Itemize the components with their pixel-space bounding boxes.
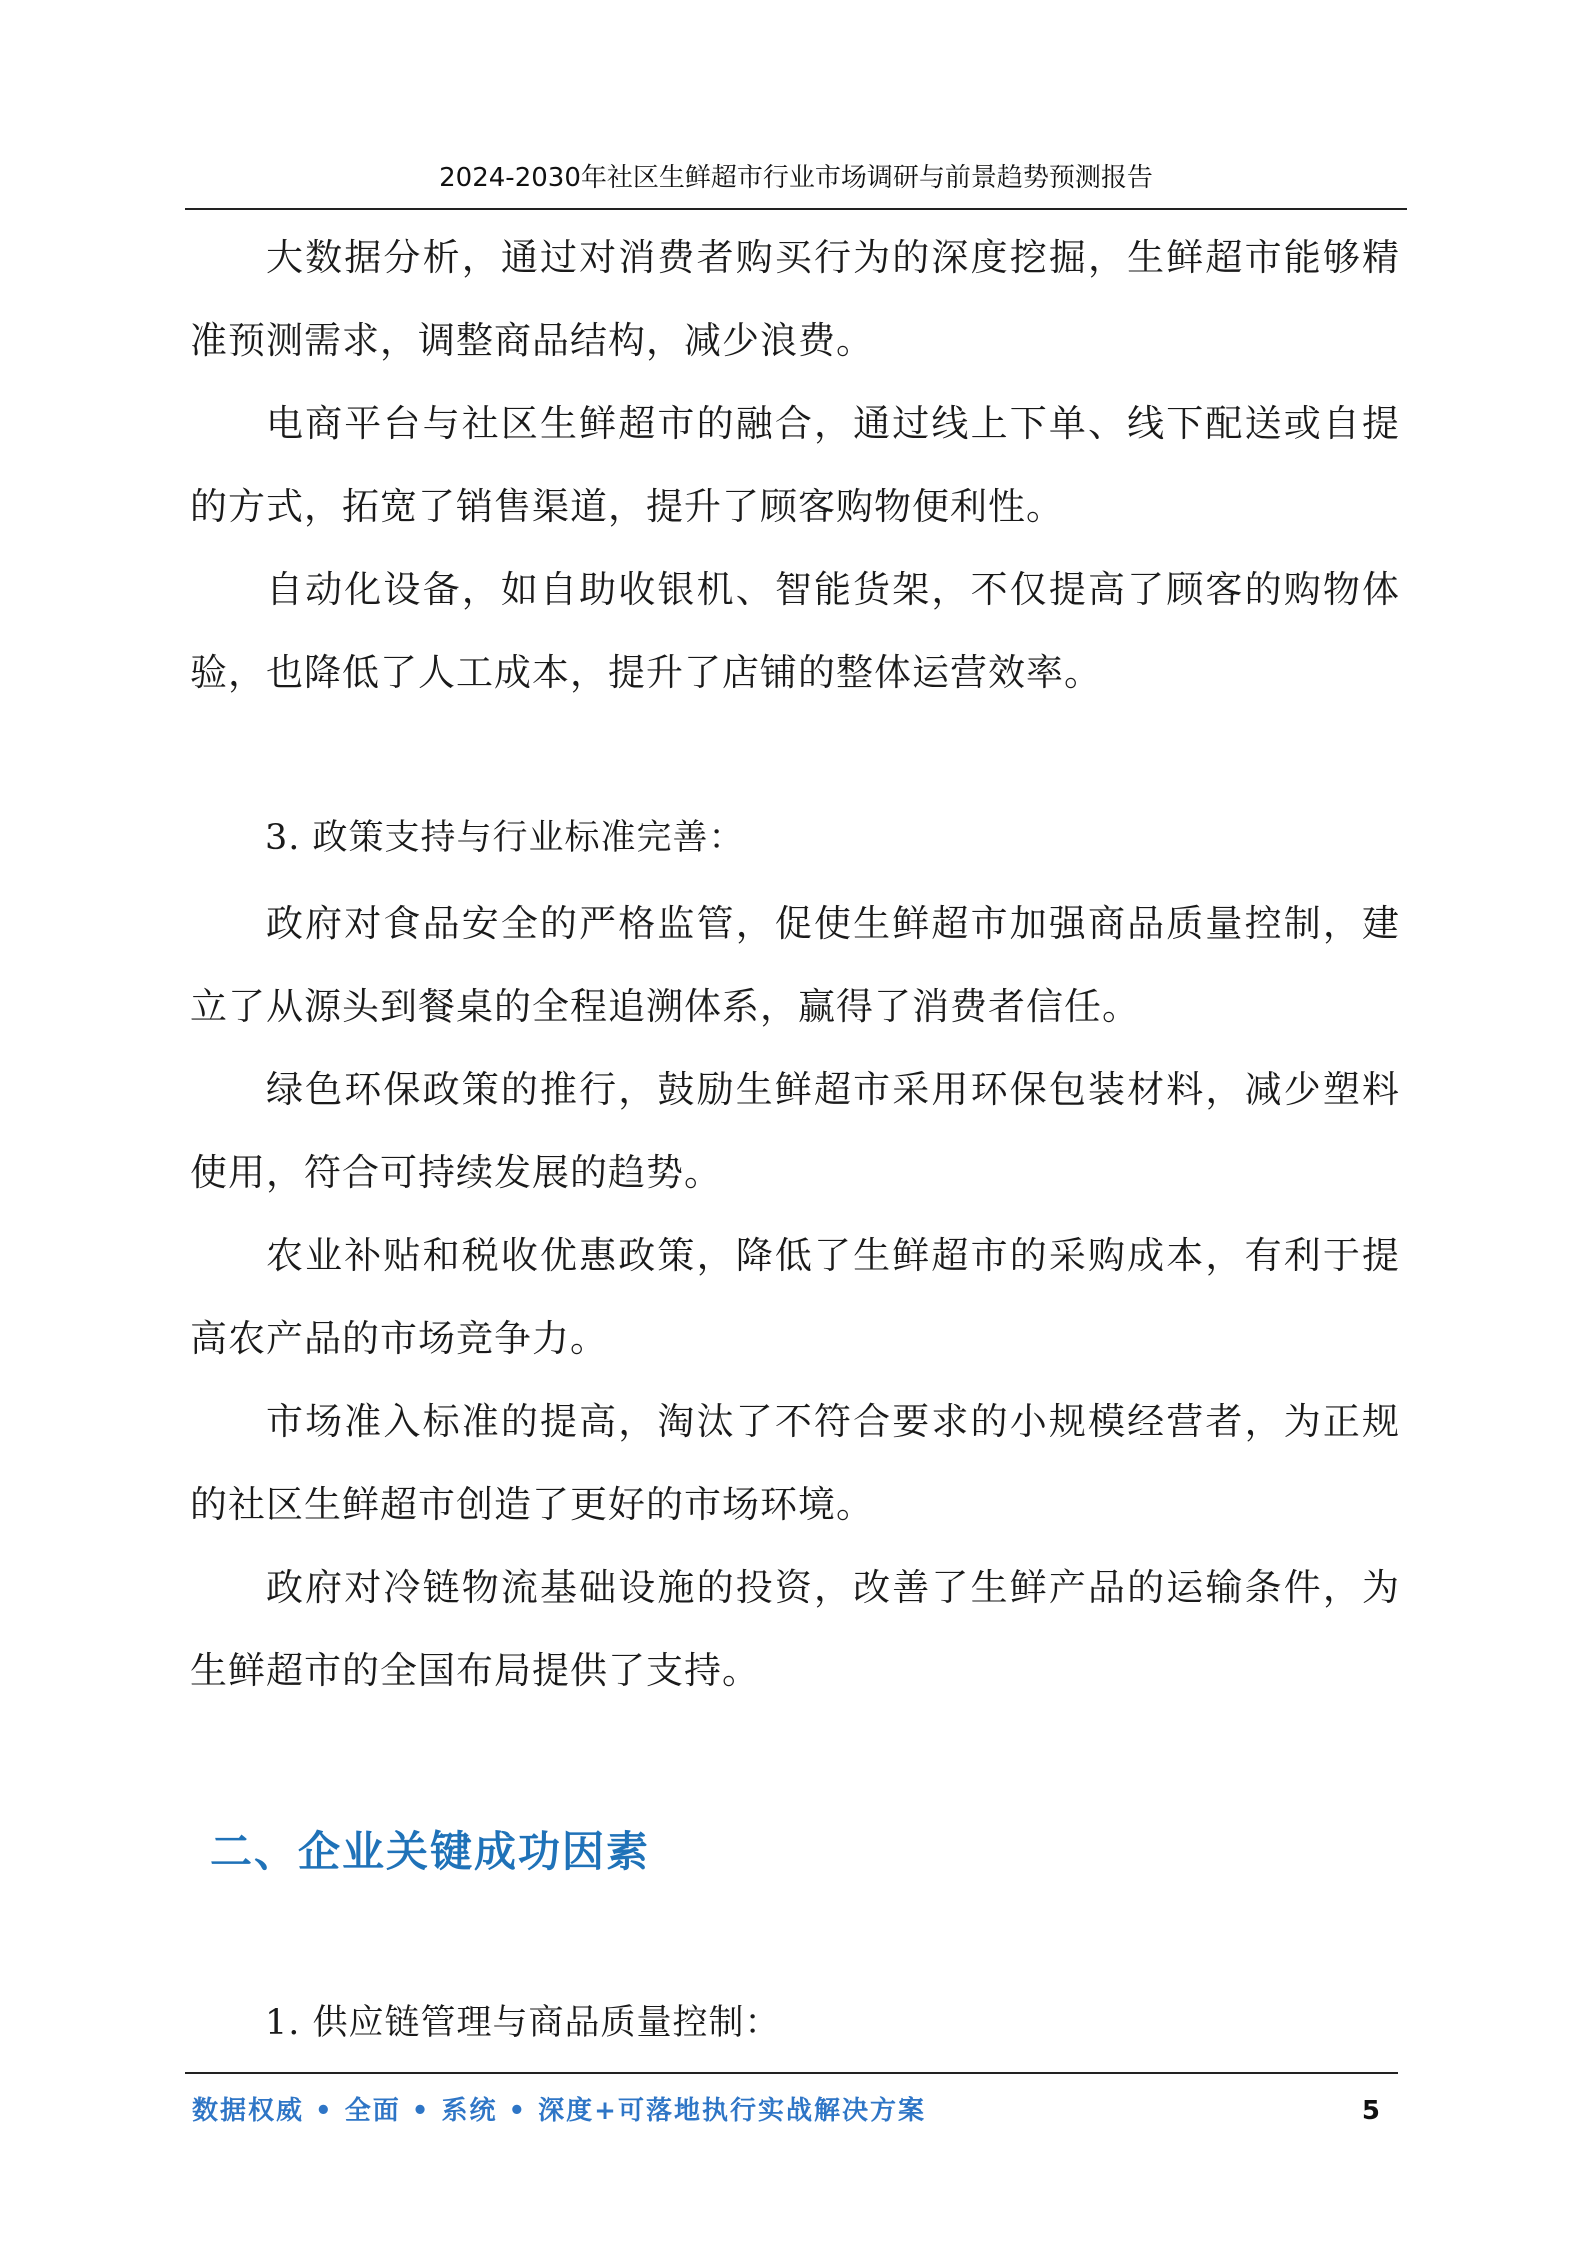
paragraph-food-safety: 政府对食品安全的严格监管，促使生鲜超市加强商品质量控制，建立了从源头到餐桌的全程追溯体系，赢得了消费者信任。: [190, 902, 1400, 1028]
paragraph-ecommerce: 电商平台与社区生鲜超市的融合，通过线上下单、线下配送或自提的方式，拓宽了销售渠道，提升了顾客购物便利性。: [190, 402, 1400, 528]
paragraph-market-access: 市场准入标准的提高，淘汰了不符合要求的小规模经营者，为正规的社区生鲜超市创造了更好的市场环境。: [190, 1400, 1400, 1526]
paragraph-cold-chain: 政府对冷链物流基础设施的投资，改善了生鲜产品的运输条件，为生鲜超市的全国布局提供了支持。: [190, 1566, 1400, 1692]
tech-paragraphs: [190, 216, 1400, 714]
footer-slogan: 数据权威 • 全面 • 系统 • 深度+可落地执行实战解决方案: [192, 2096, 926, 2126]
page-number: 5: [1361, 2096, 1380, 2126]
section-heading-success-factors: 二、企业关键成功因素: [210, 1827, 651, 1876]
subheading-policy-support: 3. 政策支持与行业标准完善：: [265, 818, 745, 858]
header-divider: [185, 208, 1407, 210]
report-header-title: 2024-2030年社区生鲜超市行业市场调研与前景趋势预测报告: [439, 163, 1153, 193]
paragraph-green-policy: 绿色环保政策的推行，鼓励生鲜超市采用环保包装材料，减少塑料使用，符合可持续发展的趋势。: [190, 1068, 1400, 1194]
policy-paragraphs: [190, 882, 1400, 1712]
paragraph-automation: 自动化设备，如自助收银机、智能货架，不仅提高了顾客的购物体验，也降低了人工成本，提升了店铺的整体运营效率。: [190, 568, 1400, 694]
footer-divider: [185, 2072, 1398, 2074]
subheading-supply-chain: 1. 供应链管理与商品质量控制：: [265, 2003, 781, 2043]
paragraph-big-data: 大数据分析，通过对消费者购买行为的深度挖掘，生鲜超市能够精准预测需求，调整商品结构，减少浪费。: [190, 236, 1400, 362]
paragraph-subsidy: 农业补贴和税收优惠政策，降低了生鲜超市的采购成本，有利于提高农产品的市场竞争力。: [190, 1234, 1400, 1360]
